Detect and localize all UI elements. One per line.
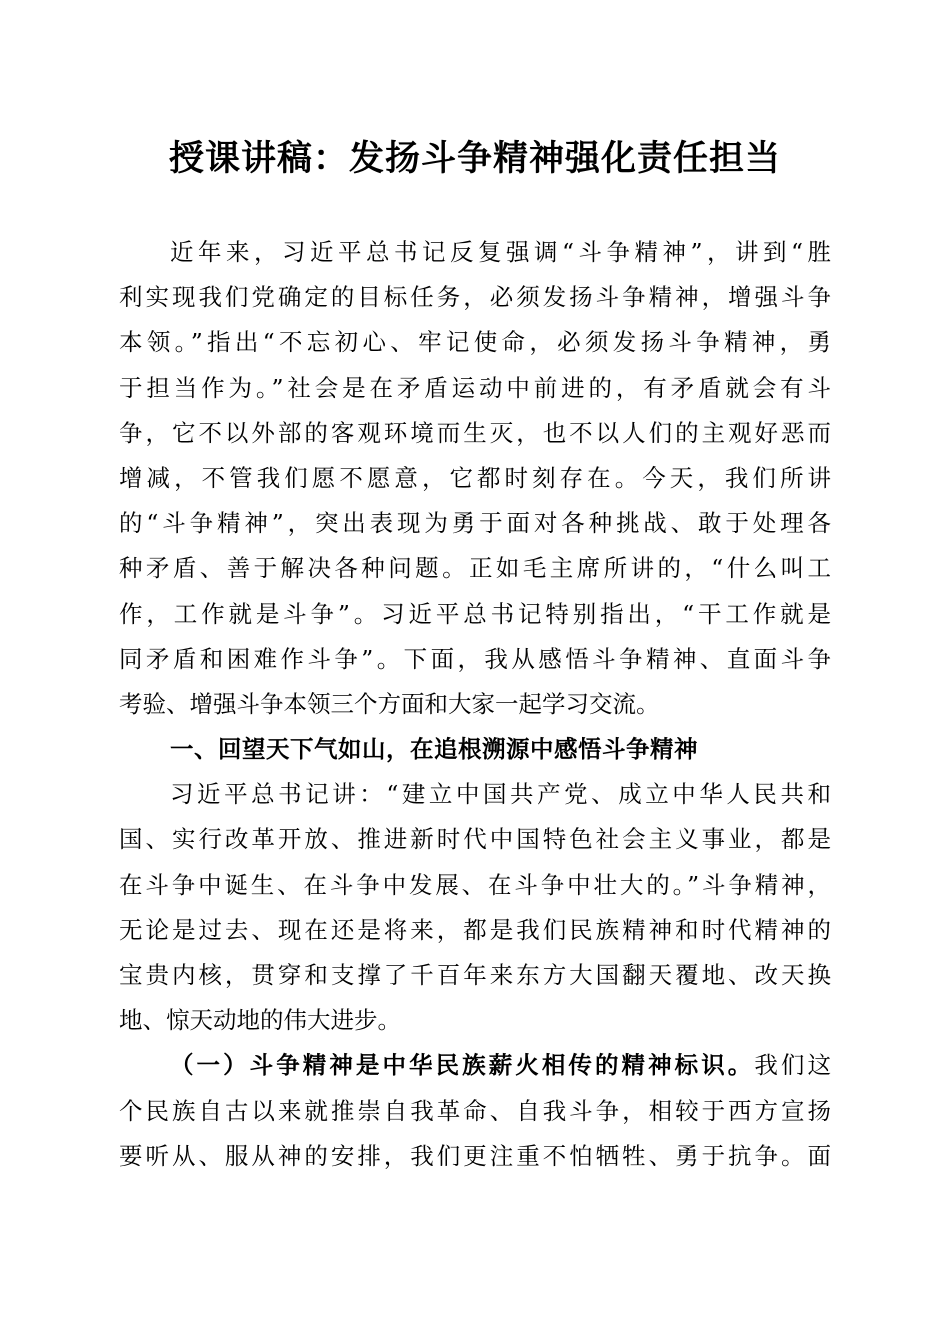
paragraph-line: 于担当作为。”社会是在矛盾运动中前进的，有矛盾就会有斗 (119, 373, 831, 402)
document-body (119, 230, 831, 1179)
paragraph-line: 地、惊天动地的伟大进步。 (119, 1006, 401, 1035)
subsection-heading: （一）斗争精神是中华民族薪火相传的精神标识。 (170, 1051, 755, 1080)
subsection1-paragraph (119, 1043, 831, 1179)
paragraph-line: 习近平总书记讲：“建立中国共产党、成立中华人民共和 (170, 780, 831, 809)
paragraph-line: 要听从、服从神的安排，我们更注重不怕牺牲、勇于抗争。面 (119, 1141, 831, 1170)
section-heading: 一、回望天下气如山，在追根溯源中感悟斗争精神 (170, 735, 698, 764)
paragraph-line: 国、实行改革开放、推进新时代中国特色社会主义事业，都是 (119, 825, 831, 854)
paragraph-line: 无论是过去、现在还是将来，都是我们民族精神和时代精神的 (119, 915, 831, 944)
section1-paragraph (119, 772, 831, 1043)
paragraph-text: 我们这 (754, 1051, 831, 1080)
paragraph-line: 本领。”指出“不忘初心、牢记使命，必须发扬斗争精神，勇 (119, 328, 831, 357)
paragraph-line: 种矛盾、善于解决各种问题。正如毛主席所讲的，“什么叫工 (119, 554, 831, 583)
paragraph-line: 个民族自古以来就推崇自我革命、自我斗争，相较于西方宣扬 (119, 1096, 831, 1125)
paragraph-line: 在斗争中诞生、在斗争中发展、在斗争中壮大的。”斗争精神， (119, 870, 831, 899)
paragraph-line: 争，它不以外部的客观环境而生灭，也不以人们的主观好恶而 (119, 418, 831, 447)
paragraph-line: 利实现我们党确定的目标任务，必须发扬斗争精神，增强斗争 (119, 283, 831, 312)
paragraph-line: 作，工作就是斗争”。习近平总书记特别指出，“干工作就是 (119, 599, 831, 628)
document-title: 授课讲稿：发扬斗争精神强化责任担当 (168, 138, 781, 179)
paragraph-line: 考验、增强斗争本领三个方面和大家一起学习交流。 (119, 689, 660, 718)
paragraph-line: 近年来，习近平总书记反复强调“斗争精神”，讲到“胜 (170, 238, 831, 266)
paragraph-line: 的“斗争精神”，突出表现为勇于面对各种挑战、敢于处理各 (119, 509, 831, 538)
intro-paragraph (119, 230, 831, 727)
paragraph-line: 宝贵内核，贯穿和支撑了千百年来东方大国翻天覆地、改天换 (119, 961, 831, 989)
paragraph-line (119, 1043, 831, 1088)
paragraph-line: 增减，不管我们愿不愿意，它都时刻存在。今天，我们所讲 (119, 463, 831, 492)
paragraph-line: 同矛盾和困难作斗争”。下面，我从感悟斗争精神、直面斗争 (119, 644, 831, 673)
